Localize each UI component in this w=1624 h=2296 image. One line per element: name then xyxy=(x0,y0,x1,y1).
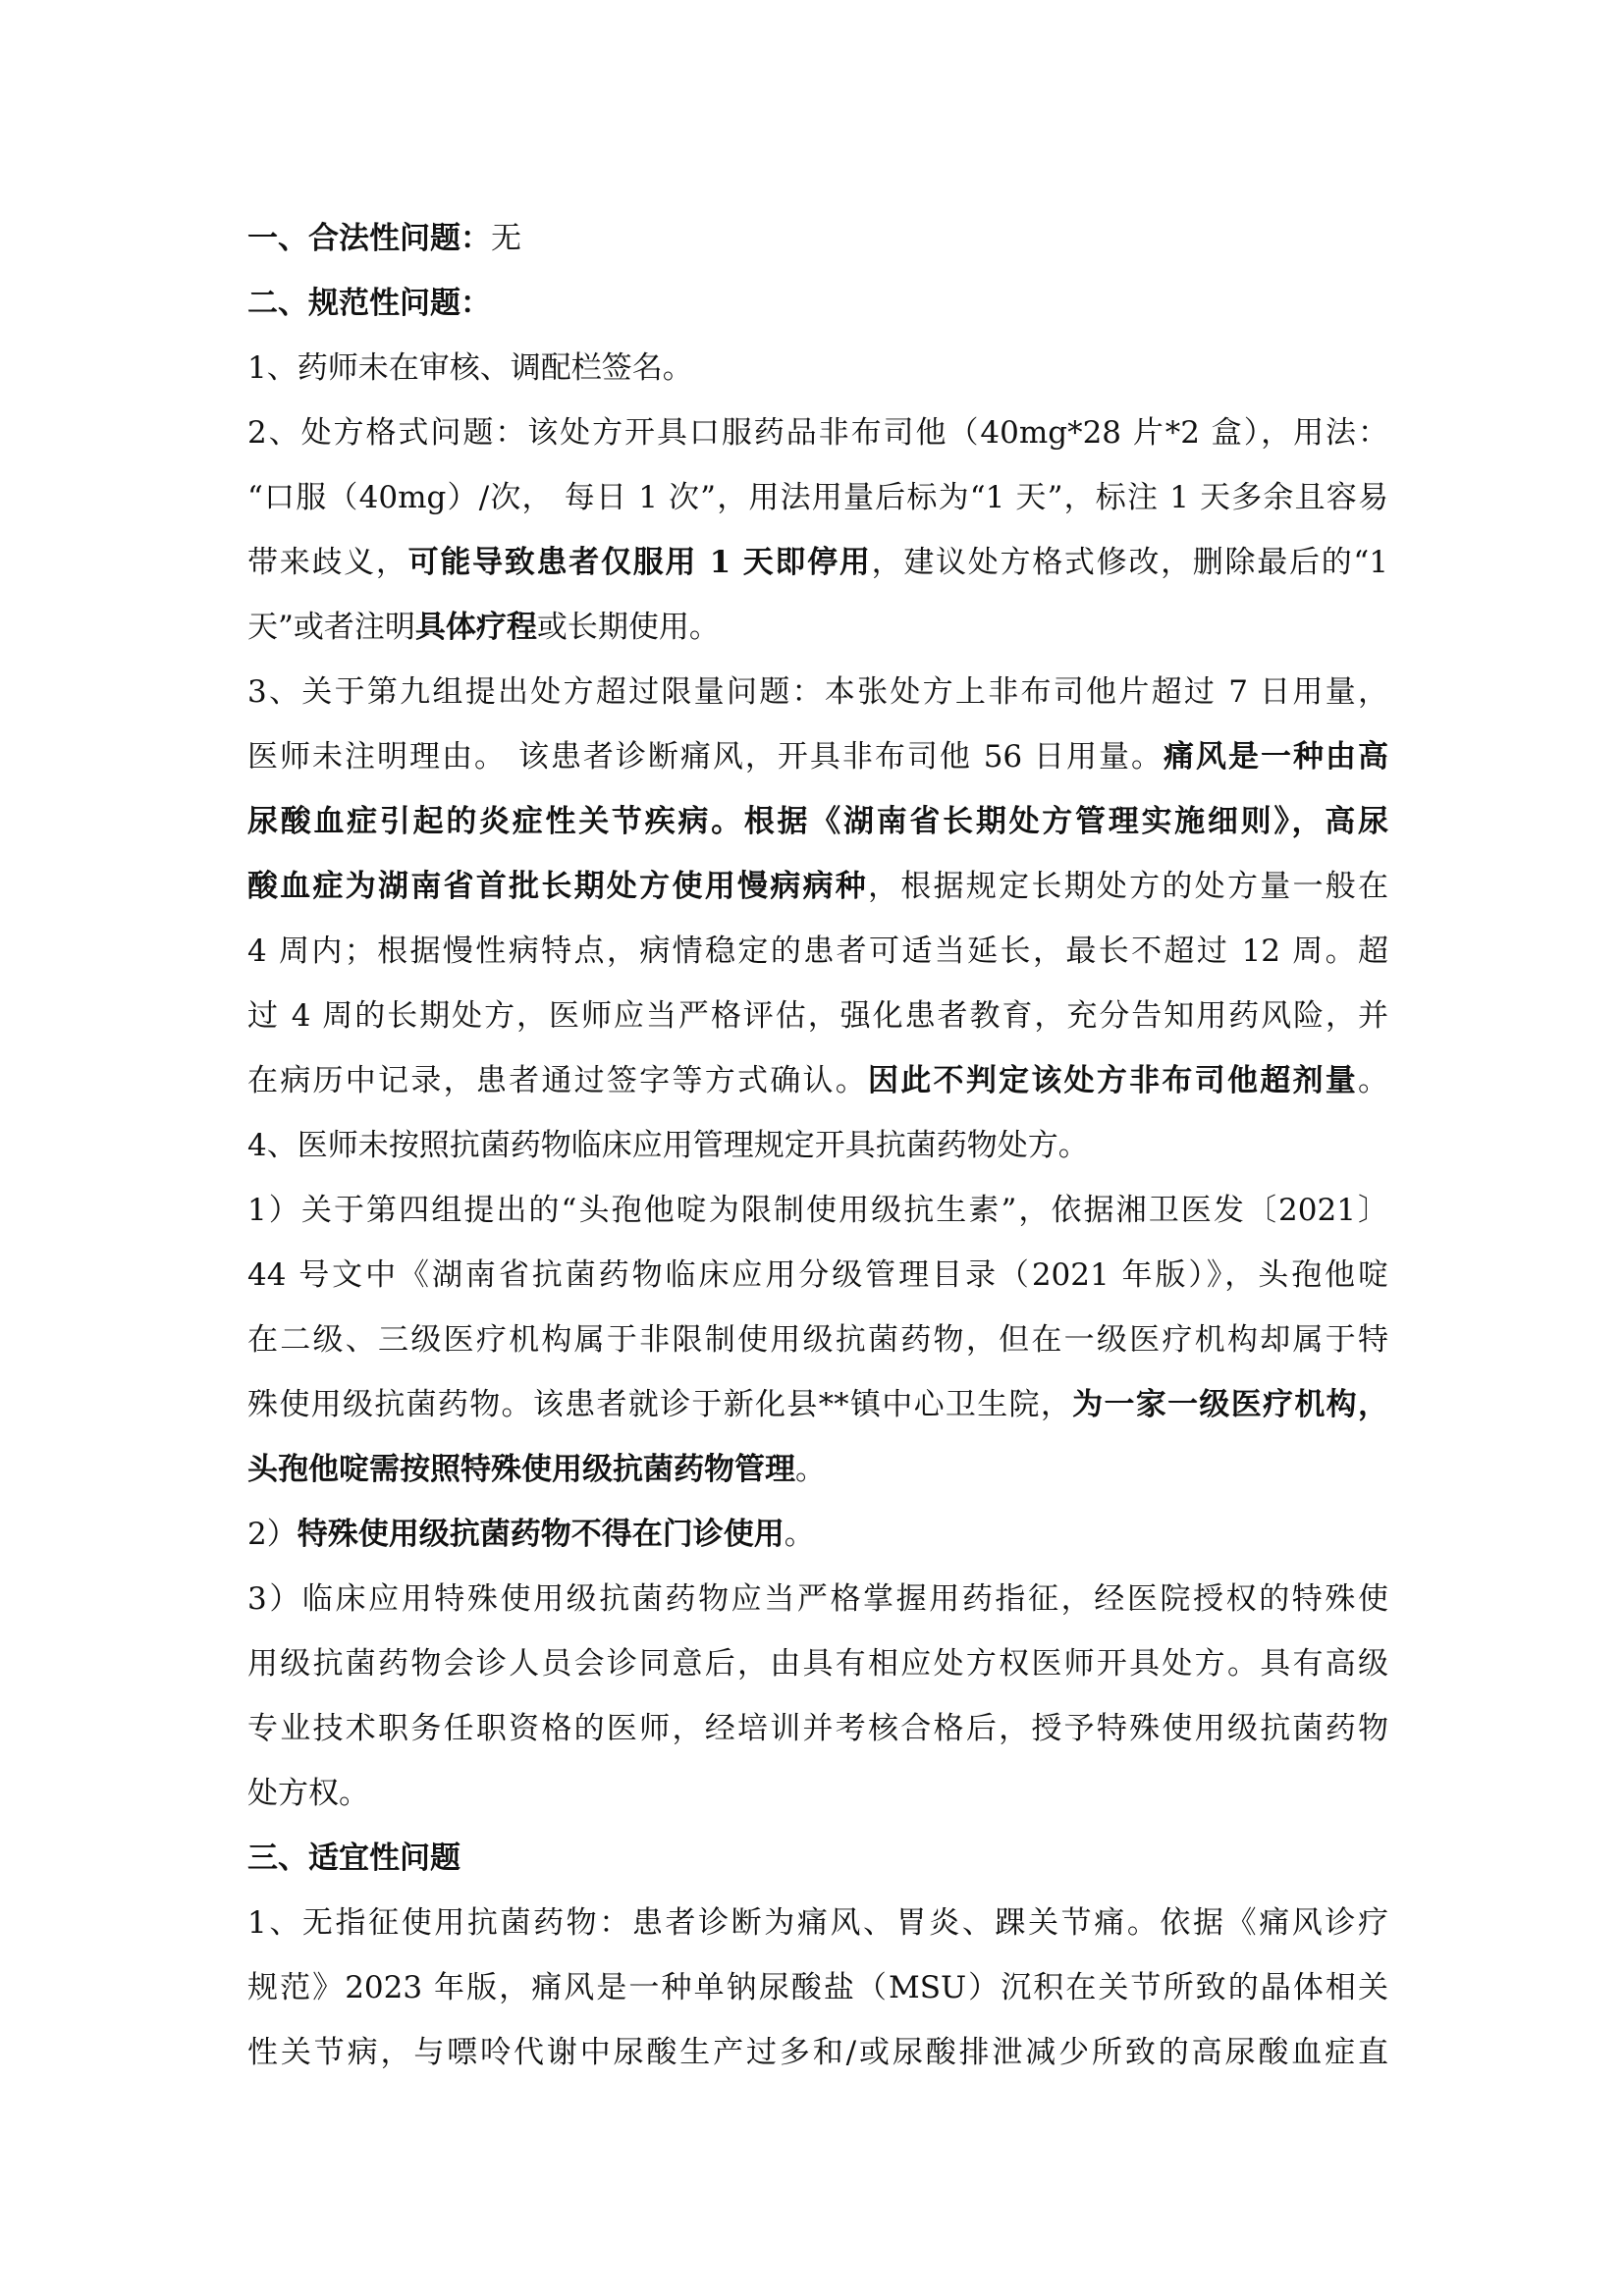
text-segment: 医师未注明理由。 该患者诊断痛风，开具非布司他 56 日用量。 xyxy=(247,739,1164,774)
bold-text-segment: 痛风是一种由高 xyxy=(1164,739,1388,774)
text-segment: 3、关于第九组提出处方超过限量问题：本张处方上非布司他片超过 7 日用量， xyxy=(247,674,1388,710)
text-segment: “口服（40mg）/次， 每日 1 次”，用法用量后标为“1 天”，标注 1 天多余且容易 xyxy=(247,480,1388,515)
text-segment: 规范》2023 年版，痛风是一种单钠尿酸盐（MSU）沉积在关节所致的晶体相关 xyxy=(247,1970,1388,2005)
text-segment: 或长期使用。 xyxy=(536,610,720,645)
text-line xyxy=(247,1891,1388,1955)
text-segment: 在病历中记录，患者通过签字等方式确认。 xyxy=(247,1063,869,1098)
text-segment: 带来歧义， xyxy=(247,545,408,580)
text-segment: 4、医师未按照抗菌药物临床应用管理规定开具抗菌药物处方。 xyxy=(247,1128,1089,1163)
text-line xyxy=(247,789,1388,854)
text-line xyxy=(247,2020,1388,2085)
text-line xyxy=(247,724,1388,789)
bold-text-segment: 具体疗程 xyxy=(414,610,537,645)
bold-text-segment: 尿酸血症引起的炎症性关节疾病。根据《湖南省长期处方管理实施细则》，高尿 xyxy=(247,804,1388,839)
text-segment: 。 xyxy=(784,1517,815,1552)
text-segment: 1、无指征使用抗菌药物：患者诊断为痛风、胃炎、踝关节痛。依据《痛风诊疗 xyxy=(247,1905,1388,1941)
text-segment: 用级抗菌药物会诊人员会诊同意后，由具有相应处方权医师开具处方。具有高级 xyxy=(247,1646,1388,1682)
text-line xyxy=(247,1631,1388,1696)
text-line xyxy=(247,1243,1388,1308)
bold-text-segment: 三、适宜性问题 xyxy=(247,1841,460,1876)
bold-text-segment: 为一家一级医疗机构， xyxy=(1072,1387,1388,1422)
text-segment: 处方权。 xyxy=(247,1776,369,1811)
text-segment: 天”或者注明 xyxy=(247,610,415,645)
text-line xyxy=(247,1761,1388,1826)
text-line xyxy=(247,595,1388,660)
text-segment: 3）临床应用特殊使用级抗菌药物应当严格掌握用药指征，经医院授权的特殊使 xyxy=(247,1581,1388,1617)
text-segment: 专业技术职务任职资格的医师，经培训并考核合格后，授予特殊使用级抗菌药物 xyxy=(247,1711,1388,1746)
text-line xyxy=(247,1308,1388,1372)
text-segment: 2） xyxy=(247,1517,298,1552)
bold-text-segment: 可能导致患者仅服用 1 天即停用 xyxy=(407,545,872,580)
text-line xyxy=(247,854,1388,919)
document-body xyxy=(247,206,1388,2085)
bold-text-segment: 因此不判定该处方非布司他超剂量 xyxy=(868,1063,1359,1098)
text-line xyxy=(247,1955,1388,2020)
text-segment: ，根据规定长期处方的处方量一般在 xyxy=(868,869,1388,904)
text-line xyxy=(247,1826,1388,1891)
text-line xyxy=(247,1113,1388,1178)
bold-text-segment: 头孢他啶需按照特殊使用级抗菌药物管理 xyxy=(247,1452,795,1487)
text-line xyxy=(247,1696,1388,1761)
text-line xyxy=(247,206,1388,271)
bold-text-segment: 二、规范性问题： xyxy=(247,286,491,321)
text-line xyxy=(247,1502,1388,1567)
text-line xyxy=(247,984,1388,1048)
text-line xyxy=(247,530,1388,595)
text-line xyxy=(247,919,1388,984)
text-segment: 殊使用级抗菌药物。该患者就诊于新化县**镇中心卫生院， xyxy=(247,1387,1073,1422)
text-segment: 1）关于第四组提出的“头孢他啶为限制使用级抗生素”，依据湘卫医发〔2021〕 xyxy=(247,1193,1388,1228)
text-line xyxy=(247,271,1388,336)
text-segment: 在二级、三级医疗机构属于非限制使用级抗菌药物，但在一级医疗机构却属于特 xyxy=(247,1322,1388,1358)
text-line xyxy=(247,336,1388,400)
text-line xyxy=(247,1567,1388,1631)
text-segment: 。 xyxy=(795,1452,826,1487)
bold-text-segment: 特殊使用级抗菌药物不得在门诊使用 xyxy=(297,1517,785,1552)
text-segment: 。 xyxy=(1358,1063,1388,1098)
text-line xyxy=(247,1372,1388,1437)
text-line xyxy=(247,1437,1388,1502)
text-line xyxy=(247,1048,1388,1113)
text-line xyxy=(247,465,1388,530)
bold-text-segment: 一、合法性问题： xyxy=(247,221,491,256)
text-segment: 性关节病，与嘌呤代谢中尿酸生产过多和/或尿酸排泄减少所致的高尿酸血症直 xyxy=(247,2035,1388,2070)
bold-text-segment: 酸血症为湖南省首批长期处方使用慢病病种 xyxy=(247,869,869,904)
text-segment: 过 4 周的长期处方，医师应当严格评估，强化患者教育，充分告知用药风险，并 xyxy=(247,998,1388,1034)
text-segment: 1、药师未在审核、调配栏签名。 xyxy=(247,350,693,386)
text-segment: ，建议处方格式修改，删除最后的“1 xyxy=(871,545,1388,580)
text-line xyxy=(247,1178,1388,1243)
text-segment: 44 号文中《湖南省抗菌药物临床应用分级管理目录（2021 年版）》，头孢他啶 xyxy=(247,1257,1388,1293)
text-segment: 2、处方格式问题：该处方开具口服药品非布司他（40mg*28 片*2 盒），用法： xyxy=(247,415,1388,451)
text-segment: 4 周内；根据慢性病特点，病情稳定的患者可适当延长，最长不超过 12 周。超 xyxy=(247,934,1388,969)
text-line xyxy=(247,660,1388,724)
text-segment: 无 xyxy=(491,221,521,256)
text-line xyxy=(247,400,1388,465)
